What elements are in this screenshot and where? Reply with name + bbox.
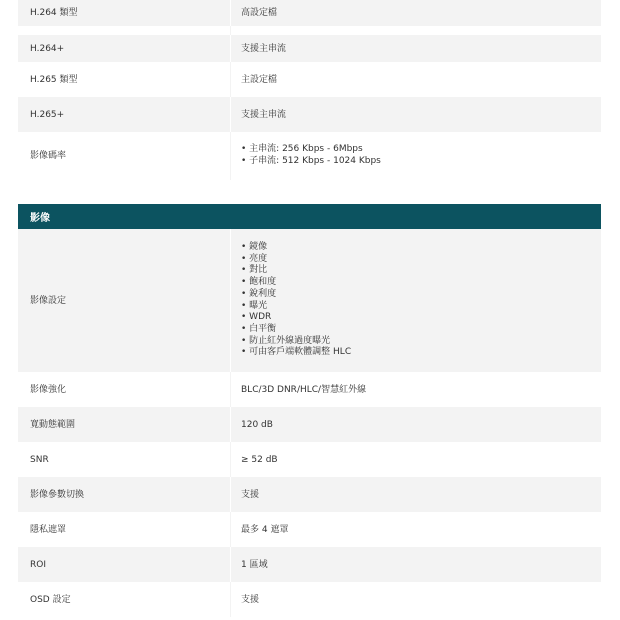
spec-value: 支援主串流 [230, 35, 601, 62]
bitrate-list [241, 144, 381, 167]
spec-row [18, 442, 601, 477]
spec-value: 高設定檔 [230, 0, 601, 26]
spec-label: 影像強化 [30, 384, 67, 395]
spec-label: H.265 類型 [30, 74, 78, 85]
spec-row [18, 407, 601, 442]
spec-label: 影像設定 [30, 295, 67, 306]
list-item: • 飽和度 [241, 277, 351, 289]
spec-table-image [18, 229, 601, 617]
spec-row [18, 512, 601, 547]
spec-label: OSD 設定 [30, 594, 71, 605]
spec-row [18, 132, 601, 180]
list-item: • 白平衡 [241, 324, 351, 336]
spec-label: SNR [30, 454, 49, 465]
spec-value: 支援 [230, 477, 601, 512]
spec-row [18, 547, 601, 582]
spec-value: 主設定檔 [230, 62, 601, 97]
spec-label: H.264+ [30, 43, 65, 54]
spec-row [18, 62, 601, 97]
section-header-image: 影像 [18, 204, 601, 229]
spec-row [18, 582, 601, 617]
spec-value: 1 區域 [230, 547, 601, 582]
spec-value [230, 229, 601, 372]
list-item: • 防止紅外線過度曝光 [241, 336, 351, 348]
list-item: • 亮度 [241, 254, 351, 266]
spec-value: 支援 [230, 582, 601, 617]
spec-table-codec [18, 0, 601, 180]
spec-label: 寬動態範圍 [30, 419, 76, 430]
spec-row [18, 477, 601, 512]
list-item: • 主串流: 256 Kbps - 6Mbps [241, 144, 381, 156]
list-item: • 可由客戶端軟體調整 HLC [241, 347, 351, 359]
list-item: • 銳利度 [241, 289, 351, 301]
spec-label: 影像參數切換 [30, 489, 85, 500]
spec-row [18, 229, 601, 372]
list-item: • 子串流: 512 Kbps - 1024 Kbps [241, 156, 381, 168]
spec-label: 隱私遮罩 [30, 524, 67, 535]
spec-label: 影像碼率 [30, 151, 67, 161]
spec-label: H.265+ [30, 109, 65, 120]
spec-row [18, 35, 601, 62]
spec-row-spacer [18, 26, 601, 35]
spec-value: BLC/3D DNR/HLC/智慧紅外線 [230, 372, 601, 407]
list-item: • 對比 [241, 265, 351, 277]
list-item: • 曝光 [241, 301, 351, 313]
spec-value [230, 132, 601, 180]
spec-value: ≥ 52 dB [230, 442, 601, 477]
spec-value: 最多 4 遮罩 [230, 512, 601, 547]
spec-row [18, 0, 601, 26]
spec-label: H.264 類型 [30, 8, 78, 18]
spec-label: ROI [30, 559, 46, 570]
image-settings-list [241, 242, 351, 359]
list-item: • WDR [241, 312, 351, 324]
spacer-value [230, 26, 601, 35]
list-item: • 鏡像 [241, 242, 351, 254]
spec-value: 支援主串流 [230, 97, 601, 132]
spec-value: 120 dB [230, 407, 601, 442]
spec-row [18, 372, 601, 407]
spec-row [18, 97, 601, 132]
